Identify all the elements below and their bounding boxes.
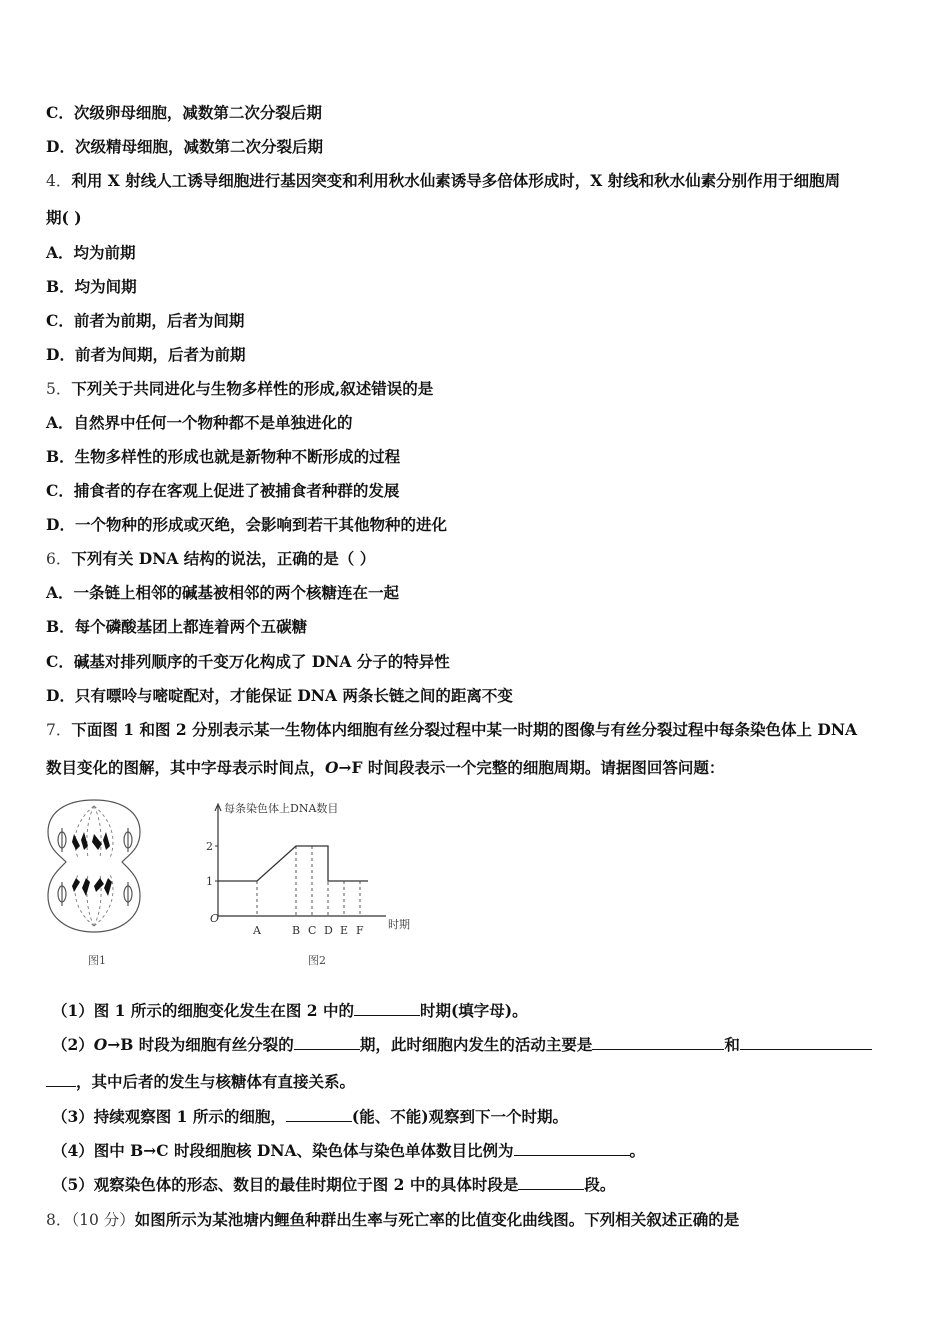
option-b-q6: B．每个磷酸基团上都连着两个五碳糖 — [46, 617, 308, 636]
option-c-q4: C．前者为前期，后者为间期 — [46, 311, 245, 330]
text: （4）图中 B→C 时段细胞核 DNA、染色体与染色单体数目比例为 — [52, 1141, 514, 1160]
option-b-q4: B．均为间期 — [46, 277, 137, 296]
question-number: 5． — [46, 380, 72, 398]
y-tick-label: 2 — [206, 840, 213, 853]
subquestion-1 — [52, 1001, 528, 1021]
text: 期，此时细胞内发生的活动主要是 — [359, 1035, 593, 1054]
question-7-line1 — [46, 720, 857, 740]
text: （2） — [52, 1035, 94, 1054]
question-number: 8． — [46, 1211, 72, 1229]
subquestion-3 — [52, 1107, 568, 1127]
x-axis-label: 时期 — [388, 918, 410, 931]
option-a-q6: A．一条链上相邻的碱基被相邻的两个核糖连在一起 — [46, 583, 400, 602]
x-tick-label: D — [324, 924, 333, 937]
x-tick-label: F — [356, 924, 364, 937]
question-6 — [46, 549, 375, 569]
option-d-q6: D．只有嘌呤与嘧啶配对，才能保证 DNA 两条长链之间的距离不变 — [46, 686, 513, 705]
answer-blank[interactable] — [286, 1107, 352, 1122]
answer-blank[interactable] — [514, 1141, 630, 1156]
option-c-q5: C．捕食者的存在客观上促进了被捕食者种群的发展 — [46, 481, 400, 500]
option-d-q3: D．次级精母细胞，减数第二次分裂后期 — [46, 137, 323, 156]
italic-o: O — [93, 1035, 108, 1054]
answer-blank[interactable] — [294, 1035, 360, 1050]
subquestion-4 — [52, 1141, 645, 1161]
x-tick-label: C — [308, 924, 317, 937]
question-number: 6． — [46, 550, 72, 568]
figure2-chart — [206, 801, 410, 967]
y-axis-label: 每条染色体上DNA数目 — [224, 802, 339, 815]
option-d-q5: D．一个物种的形成或灭绝，会影响到若干其他物种的进化 — [46, 515, 447, 534]
text: (能、不能)观察到下一个时期。 — [351, 1107, 569, 1126]
option-d-q4: D．前者为间期，后者为前期 — [46, 345, 246, 364]
text: （1）图 1 所示的细胞变化发生在图 2 中的 — [52, 1001, 354, 1020]
text: 和 — [724, 1035, 740, 1054]
answer-blank[interactable] — [354, 1001, 420, 1016]
question-number: 4． — [46, 172, 72, 190]
subquestion-2-cont — [46, 1072, 355, 1092]
figure1-chromosomes — [72, 832, 112, 896]
subquestion-5 — [52, 1175, 615, 1195]
text: →B 时段为细胞有丝分裂的 — [107, 1035, 294, 1054]
question-text: 数目变化的图解，其中字母表示时间点， — [46, 758, 326, 777]
subquestion-2 — [52, 1035, 872, 1055]
text: ，其中后者的发生与核糖体有直接关系。 — [76, 1072, 356, 1091]
figure1-caption: 图1 — [88, 954, 106, 967]
x-tick-label: E — [340, 924, 349, 937]
x-tick-label: A — [253, 924, 261, 937]
option-a-q4: A．均为前期 — [46, 243, 136, 262]
question-text: 下列有关 DNA 结构的说法，正确的是（ ） — [71, 549, 376, 568]
answer-blank[interactable] — [740, 1035, 872, 1050]
figure1-cell — [48, 800, 140, 932]
question-8 — [46, 1210, 739, 1230]
text: （3）持续观察图 1 所示的细胞， — [52, 1107, 286, 1126]
figure-area — [44, 792, 424, 972]
question-text: 下面图 1 和图 2 分别表示某一生物体内细胞有丝分裂过程中某一时期的图像与有丝分裂过程中每条染色体上 DNA — [71, 720, 858, 739]
y-tick-label: 1 — [206, 875, 213, 888]
question-text: 利用 X 射线人工诱导细胞进行基因突变和利用秋水仙素诱导多倍体形成时，X 射线和秋水仙素分别作用于细胞周 — [71, 171, 841, 190]
question-7-line2 — [46, 758, 724, 778]
answer-blank[interactable] — [518, 1175, 584, 1190]
answer-blank[interactable] — [592, 1035, 724, 1050]
option-c-q3: C．次级卵母细胞，减数第二次分裂后期 — [46, 103, 322, 122]
option-b-q5: B．生物多样性的形成也就是新物种不断形成的过程 — [46, 447, 401, 466]
figure2-caption: 图2 — [308, 954, 326, 967]
question-text: 下列关于共同进化与生物多样性的形成,叙述错误的是 — [71, 379, 434, 398]
option-a-q5: A．自然界中任何一个物种都不是单独进化的 — [46, 413, 353, 432]
question-5 — [46, 379, 433, 399]
x-tick-label: B — [292, 924, 301, 937]
italic-o: O — [325, 758, 339, 777]
text: 时期(填字母)。 — [419, 1001, 528, 1020]
text: 。 — [629, 1141, 646, 1160]
text: （5）观察染色体的形态、数目的最佳时期位于图 2 中的具体时段是 — [52, 1175, 519, 1194]
origin-label: O — [210, 912, 220, 925]
question-4-line1 — [46, 171, 840, 191]
figures-svg — [44, 792, 424, 972]
answer-blank[interactable] — [46, 1072, 76, 1087]
option-c-q6: C．碱基对排列顺序的千变万化构成了 DNA 分子的特异性 — [46, 652, 450, 671]
text: 段。 — [584, 1175, 616, 1194]
question-number: 7． — [46, 721, 72, 739]
question-score: （10 分） — [71, 1211, 135, 1229]
series-line — [218, 846, 368, 881]
question-text: 如图所示为某池塘内鲤鱼种群出生率与死亡率的比值变化曲线图。下列相关叙述正确的是 — [134, 1210, 740, 1229]
question-text: →F 时间段表示一个完整的细胞周期。请据图回答问题： — [338, 758, 725, 777]
question-4-line2: 期( ) — [46, 208, 82, 227]
